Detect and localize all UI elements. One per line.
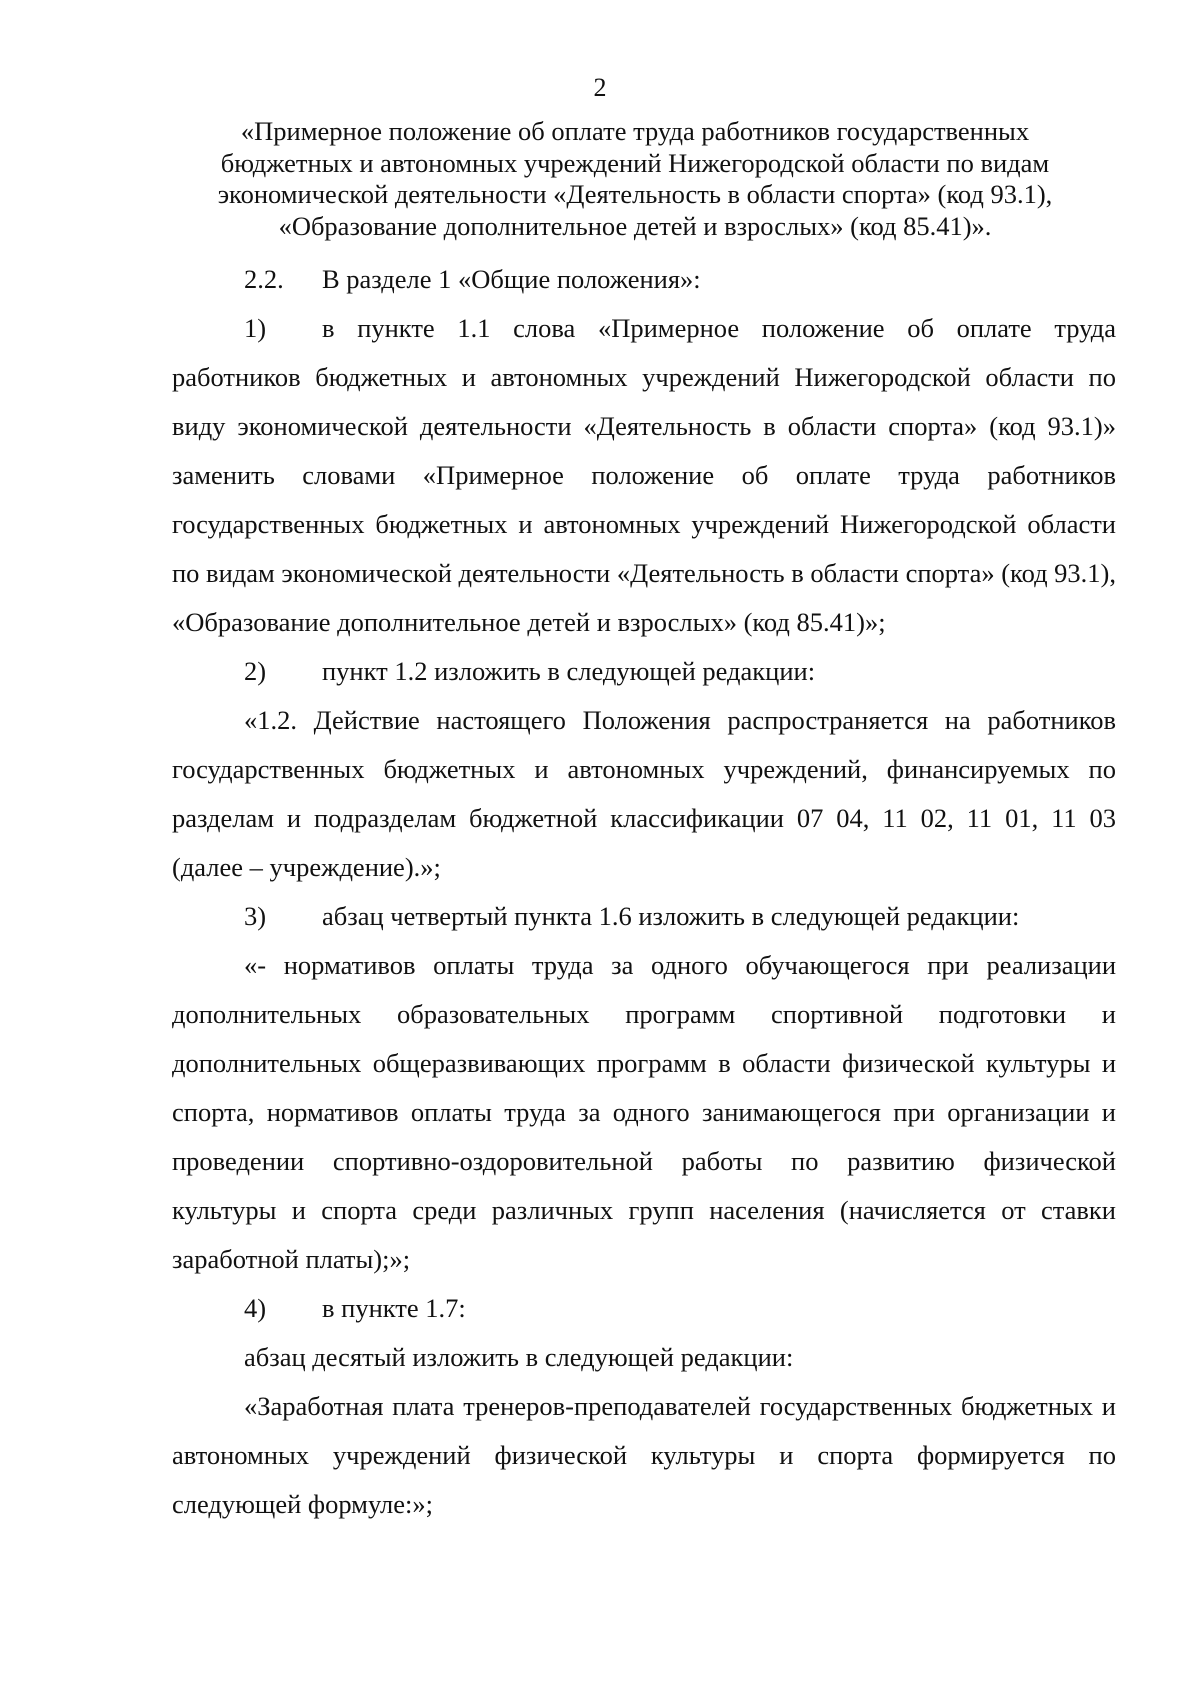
item-number: 1): [244, 313, 267, 343]
item-text: пункт 1.2 изложить в следующей редакции:: [322, 656, 816, 686]
paragraph-tenth: абзац десятый изложить в следующей редакции:: [244, 1342, 794, 1372]
section-number: 2.2.: [244, 264, 284, 294]
section-text: В разделе 1 «Общие положения»:: [322, 264, 701, 294]
quote-salary-formula: «Заработная плата тренеров-преподавателей государственных бюджетных и автономных учреждений физической культуры и спорта формируется по следующей формуле:»;: [172, 1391, 1116, 1519]
quote-clause-1-6: «- нормативов оплаты труда за одного обучающегося при реализации дополнительных образовательных программ спортивной подготовки и дополнительных общеразвивающих программ в области физической культуры и спорта, нормативов оплаты труда за одного занимающегося при организации и проведении спортивно-оздоровительной работы по развитию физической культуры и спорта среди различных групп населения (начисляется от ставки заработной платы);»;: [172, 950, 1116, 1274]
item-4: [172, 1284, 1116, 1333]
heading-line: «Примерное положение об оплате труда работников государственных: [240, 116, 1030, 146]
item-3: [172, 892, 1116, 941]
section-2-2: [172, 255, 1116, 304]
item-text: в пункте 1.1 слова «Примерное положение об оплате труда работников бюджетных и автономных учреждений Нижегородской области по виду экономической деятельности «Деятельность в области спорта» (код 93.1)» заменить словами «Примерное положение об оплате труда работников государственных бюджетных и автономных учреждений Нижегородской области по видам экономической деятельности «Деятельность в области спорта» (код 93.1), «Образование дополнительное детей и взрослых» (код 85.41)»;: [172, 313, 1116, 637]
quote-clause-1-2: «1.2. Действие настоящего Положения распространяется на работников государственных бюджетных и автономных учреждений, финансируемых по разделам и подразделам бюджетной классификации 07 04, 11 02, 11 01, 11 03 (далее – учреждение).»;: [172, 705, 1116, 882]
heading-line: «Образование дополнительное детей и взрослых» (код 85.41)».: [278, 210, 992, 241]
item-1: [172, 304, 1116, 647]
heading-line: бюджетных и автономных учреждений Нижегородской области по видам: [220, 147, 1050, 178]
document-body: [172, 255, 1116, 1529]
item-text: абзац четвертый пункта 1.6 изложить в следующей редакции:: [322, 901, 1020, 931]
item-2: [172, 647, 1116, 696]
item-number: 4): [244, 1293, 267, 1323]
document-heading: [170, 116, 1100, 242]
item-text: в пункте 1.7:: [322, 1293, 466, 1323]
item-number: 3): [244, 901, 267, 931]
heading-line: экономической деятельности «Деятельность в области спорта» (код 93.1),: [217, 179, 1053, 209]
item-number: 2): [244, 656, 267, 686]
page-number: 2: [593, 73, 607, 102]
